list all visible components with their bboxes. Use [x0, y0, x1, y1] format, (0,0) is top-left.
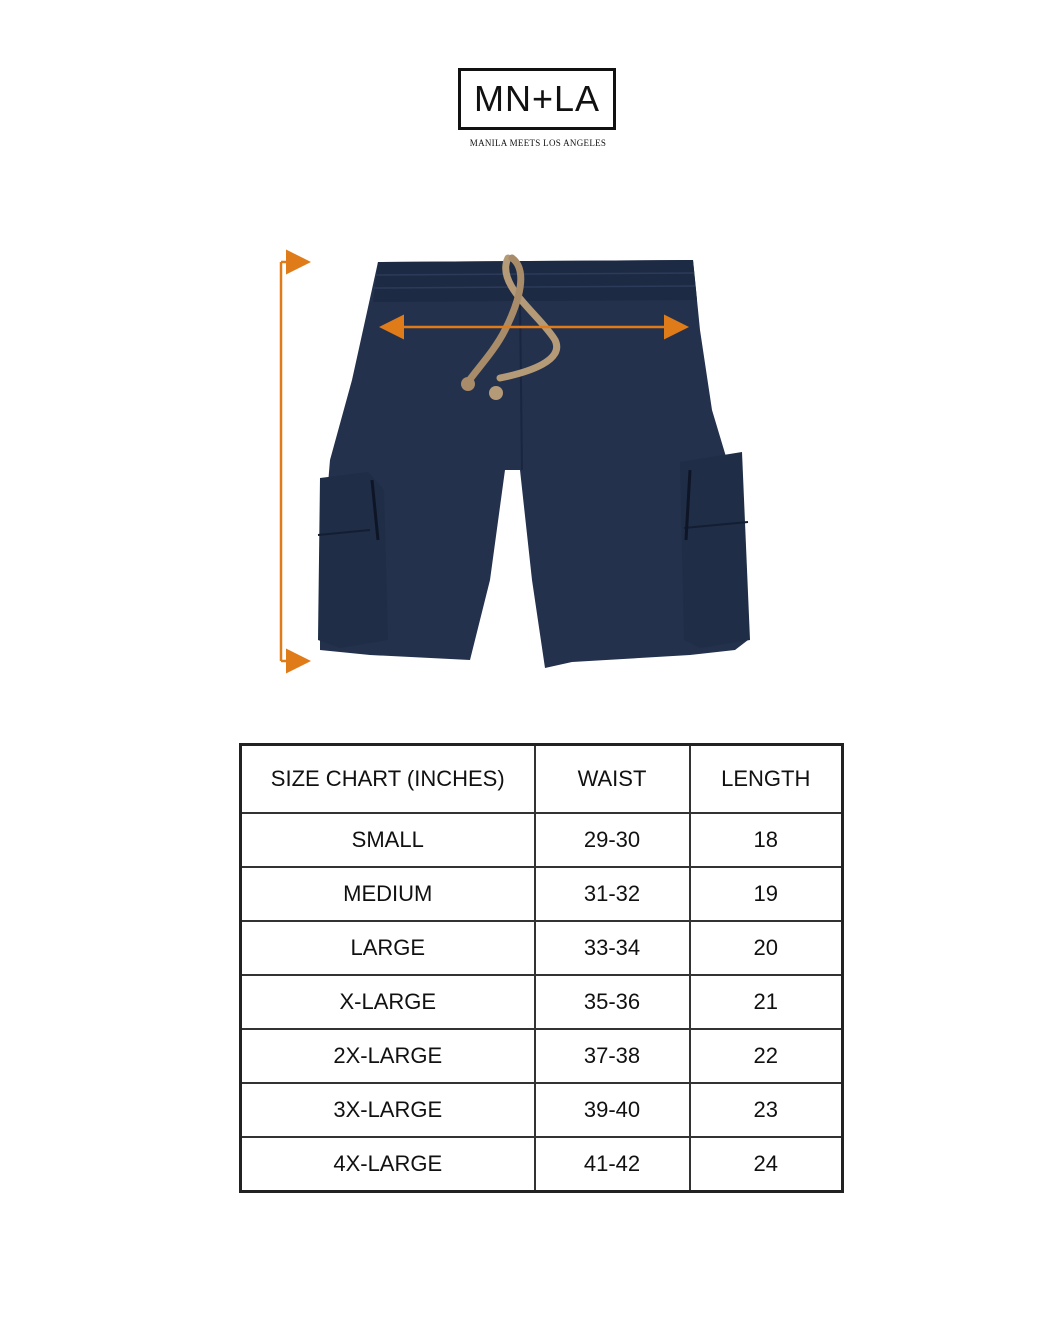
brand-tagline: MANILA MEETS LOS ANGELES: [469, 138, 607, 148]
size-cell: SMALL: [241, 813, 535, 867]
header-waist: WAIST: [535, 745, 690, 814]
waist-cell: 33-34: [535, 921, 690, 975]
length-cell: 22: [690, 1029, 843, 1083]
waist-cell: 39-40: [535, 1083, 690, 1137]
size-cell: MEDIUM: [241, 867, 535, 921]
table-header-row: [241, 745, 843, 814]
length-cell: 21: [690, 975, 843, 1029]
cargo-shorts-icon: [318, 258, 750, 668]
waist-cell: 31-32: [535, 867, 690, 921]
waist-cell: 29-30: [535, 813, 690, 867]
size-cell: X-LARGE: [241, 975, 535, 1029]
table-row: [241, 1137, 843, 1192]
table-row: [241, 867, 843, 921]
length-cell: 19: [690, 867, 843, 921]
length-arrow-icon: [281, 262, 306, 661]
size-cell: 2X-LARGE: [241, 1029, 535, 1083]
length-cell: 24: [690, 1137, 843, 1192]
size-cell: 4X-LARGE: [241, 1137, 535, 1192]
length-cell: 18: [690, 813, 843, 867]
table-row: [241, 921, 843, 975]
logo-text: MN+LA: [473, 78, 601, 119]
waist-cell: 41-42: [535, 1137, 690, 1192]
length-cell: 23: [690, 1083, 843, 1137]
table-row: [241, 813, 843, 867]
length-cell: 20: [690, 921, 843, 975]
table-row: [241, 1083, 843, 1137]
header-length: LENGTH: [690, 745, 843, 814]
table-row: [241, 975, 843, 1029]
waist-cell: 37-38: [535, 1029, 690, 1083]
size-cell: 3X-LARGE: [241, 1083, 535, 1137]
table-row: [241, 1029, 843, 1083]
waist-cell: 35-36: [535, 975, 690, 1029]
size-cell: LARGE: [241, 921, 535, 975]
header-size-chart: SIZE CHART (INCHES): [241, 745, 535, 814]
size-chart-table: [239, 743, 844, 1193]
